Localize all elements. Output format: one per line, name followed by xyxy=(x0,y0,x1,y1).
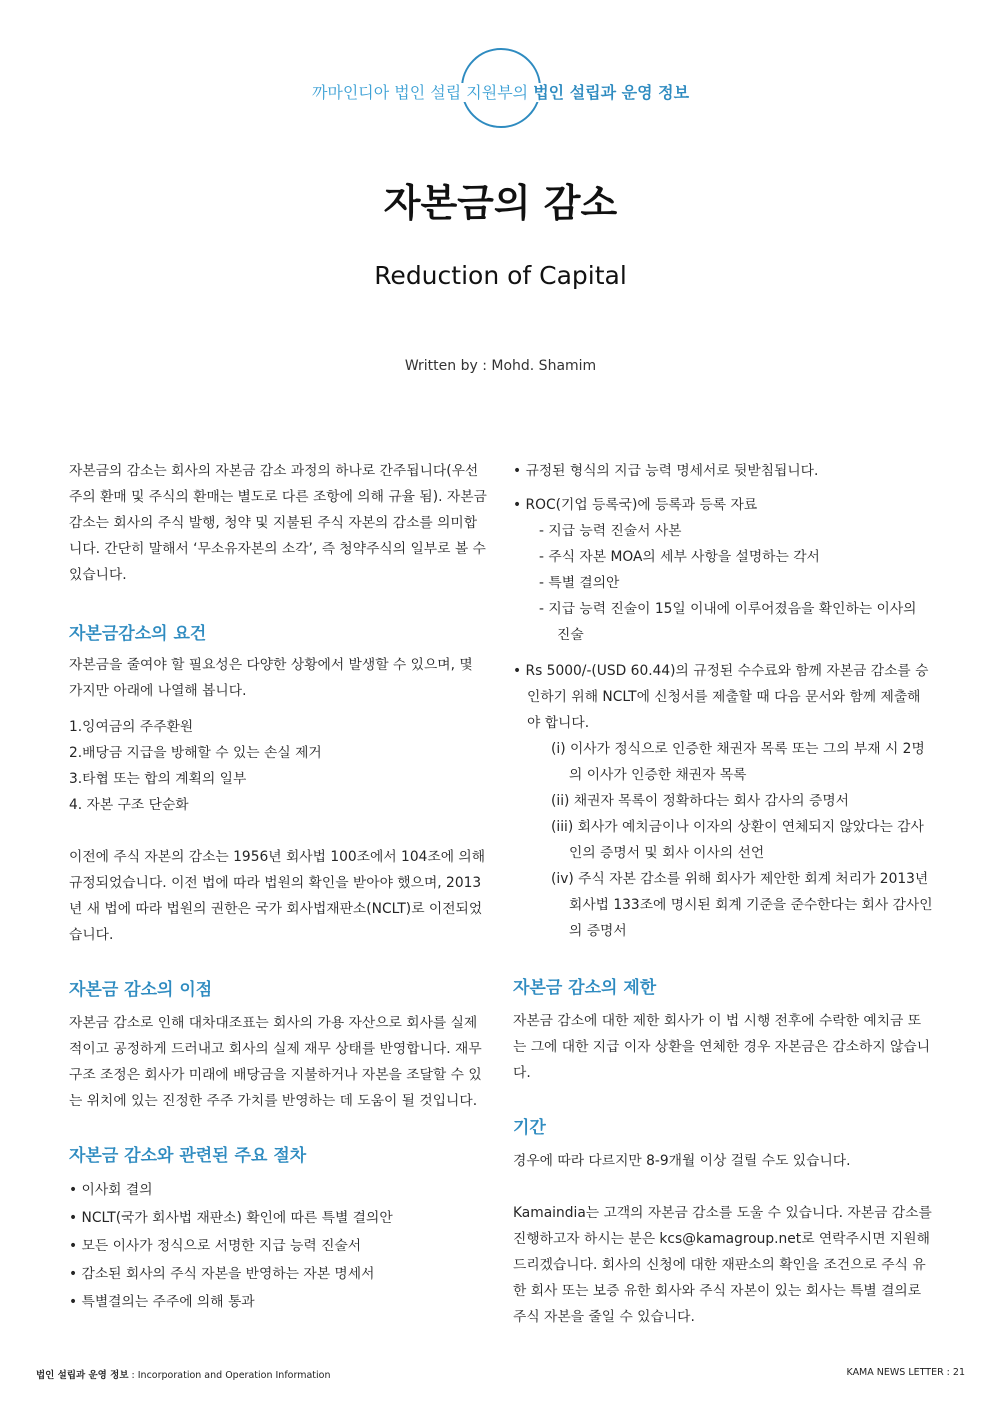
footer-section-label-english: : Incorporation and Operation Information xyxy=(128,1370,331,1381)
nclt-document-item: (iii) 회사가 예치금이나 이자의 상환이 연체되지 않았다는 감사인의 증명서 및 회사 이사의 선언 xyxy=(551,819,924,861)
requirements-list-item: 2.배당금 지급을 방해할 수 있는 손실 제거 xyxy=(69,745,322,761)
page-title-korean: 자본금의 감소 xyxy=(383,181,618,225)
footer-page-number: KAMA NEWS LETTER : 21 xyxy=(846,1367,965,1378)
closing-paragraph: Kamaindia는 고객의 자본금 감소를 도울 수 있습니다. 자본금 감소를 진행하고자 하시는 분은 kcs@kamagroup.net로 연락주시면 지원해드리겠습니다. 회사의 신청에 대한 재판소의 확인을 조건으로 주식 유한 회사 또는 보증 유한 회사와 주식 자본이 있는 회사는 특별 결의로 주식 자본을 줄일 수 있습니다. xyxy=(513,1205,932,1325)
author-byline: Written by : Mohd. Shamim xyxy=(404,358,597,374)
intro-paragraph: 자본금의 감소는 회사의 자본금 감소 과정의 하나로 간주됩니다(우선주의 환매 및 주식의 환매는 별도로 다른 조항에 의해 규율 됨). 자본금 감소는 회사의 주식 발행, 청약 및 지불된 주식 자본의 감소를 의미합니다. 간단히 말해서 ‘무소유자본의 소각’, 즉 청약주식의 일부로 볼 수 있습니다. xyxy=(69,463,487,583)
procedures-list-item: • NCLT(국가 회사법 재판소) 확인에 따른 특별 결의안 xyxy=(69,1210,393,1226)
left-column xyxy=(69,458,489,1316)
restriction-paragraph: 자본금 감소에 대한 제한 회사가 이 법 시행 전후에 수락한 예치금 또는 그에 대한 지급 이자 상환을 연체한 경우 자본금은 감소하지 않습니다. xyxy=(513,1013,931,1081)
procedures-heading: 자본금 감소와 관련된 주요 절차 xyxy=(69,1146,307,1166)
procedures-list-item: • 이사회 결의 xyxy=(69,1182,153,1198)
footer-section-label xyxy=(36,1367,331,1381)
roc-document-item: - 지급 능력 진술서 사본 xyxy=(539,523,682,539)
requirements-heading: 자본금감소의 요건 xyxy=(69,624,207,644)
procedures-list-item: • 특별결의는 주주에 의해 통과 xyxy=(69,1294,255,1310)
requirements-list-item: 1.잉여금의 주주환원 xyxy=(69,719,194,735)
advantages-heading: 자본금 감소의 이점 xyxy=(69,980,213,1000)
requirements-list-item: 3.타협 또는 합의 계획의 일부 xyxy=(69,771,247,787)
procedures-list-item: • 감소된 회사의 주식 자본을 반영하는 자본 명세서 xyxy=(69,1266,375,1282)
nclt-document-item: (i) 이사가 정식으로 인증한 채권자 목록 또는 그의 부재 시 2명의 이사가 인증한 채권자 목록 xyxy=(551,741,925,783)
solvency-bullet: • 규정된 형식의 지급 능력 명세서로 뒷받침됩니다. xyxy=(513,463,819,479)
history-paragraph: 이전에 주식 자본의 감소는 1956년 회사법 100조에서 104조에 의해 규정되었습니다. 이전 법에 따라 법원의 확인을 받아야 했으며, 2013년 새 법에 따라 법원의 권한은 국가 회사법재판소(NCLT)로 이전되었습니다. xyxy=(69,849,486,943)
requirements-paragraph: 자본금을 줄여야 할 필요성은 다양한 상황에서 발생할 수 있으며, 몇 가지만 아래에 나열해 봅니다. xyxy=(69,657,473,699)
period-heading: 기간 xyxy=(513,1118,546,1138)
header-tagline-bold: 법인 설립과 운영 정보 xyxy=(533,83,693,102)
roc-document-item: - 주식 자본 MOA의 세부 사항을 설명하는 각서 xyxy=(539,549,820,565)
nclt-document-list xyxy=(513,736,933,944)
nclt-document-item: (ii) 채권자 목록이 정확하다는 회사 감사의 증명서 xyxy=(551,793,849,809)
right-column xyxy=(513,458,933,1330)
restriction-heading: 자본금 감소의 제한 xyxy=(513,978,657,998)
page-title-english: Reduction of Capital xyxy=(374,261,627,290)
roc-bullet: • ROC(기업 등록국)에 등록과 등록 자료 xyxy=(513,497,758,513)
roc-document-item: - 특별 결의안 xyxy=(539,575,620,591)
procedures-list xyxy=(69,1176,489,1316)
advantages-paragraph: 자본금 감소로 인해 대차대조표는 회사의 가용 자산으로 회사를 실제적이고 공정하게 드러내고 회사의 실제 재무 상태를 반영합니다. 재무 구조 조정은 회사가 미래에 배당금을 지불하거나 자본을 조달할 수 있는 위치에 있는 진정한 주주 가치를 반영하는 데 도움이 될 것입니다. xyxy=(69,1015,482,1109)
requirements-list-item: 4. 자본 구조 단순화 xyxy=(69,797,189,813)
roc-document-item: - 지급 능력 진술이 15일 이내에 이루어졌음을 확인하는 이사의 진술 xyxy=(539,601,917,643)
roc-document-list xyxy=(513,518,933,648)
requirements-list xyxy=(69,714,489,818)
footer-section-label-bold: 법인 설립과 운영 정보 xyxy=(36,1370,129,1381)
header-tagline xyxy=(0,81,1001,105)
header-tagline-text: 까마인디아 법인 설립 지원부의 xyxy=(308,83,528,102)
procedures-list-item: • 모든 이사가 정식으로 서명한 지급 능력 진술서 xyxy=(69,1238,362,1254)
nclt-bullet: • Rs 5000/-(USD 60.44)의 규정된 수수료와 함께 자본금 감소를 승인하기 위해 NCLT에 신청서를 제출할 때 다음 문서와 함께 제출해야 합니다. xyxy=(513,663,929,731)
period-paragraph: 경우에 따라 다르지만 8-9개월 이상 걸릴 수도 있습니다. xyxy=(513,1153,851,1169)
nclt-document-item: (iv) 주식 자본 감소를 위해 회사가 제안한 회계 처리가 2013년 회사법 133조에 명시된 회계 기준을 준수한다는 회사 감사인의 증명서 xyxy=(551,871,933,939)
